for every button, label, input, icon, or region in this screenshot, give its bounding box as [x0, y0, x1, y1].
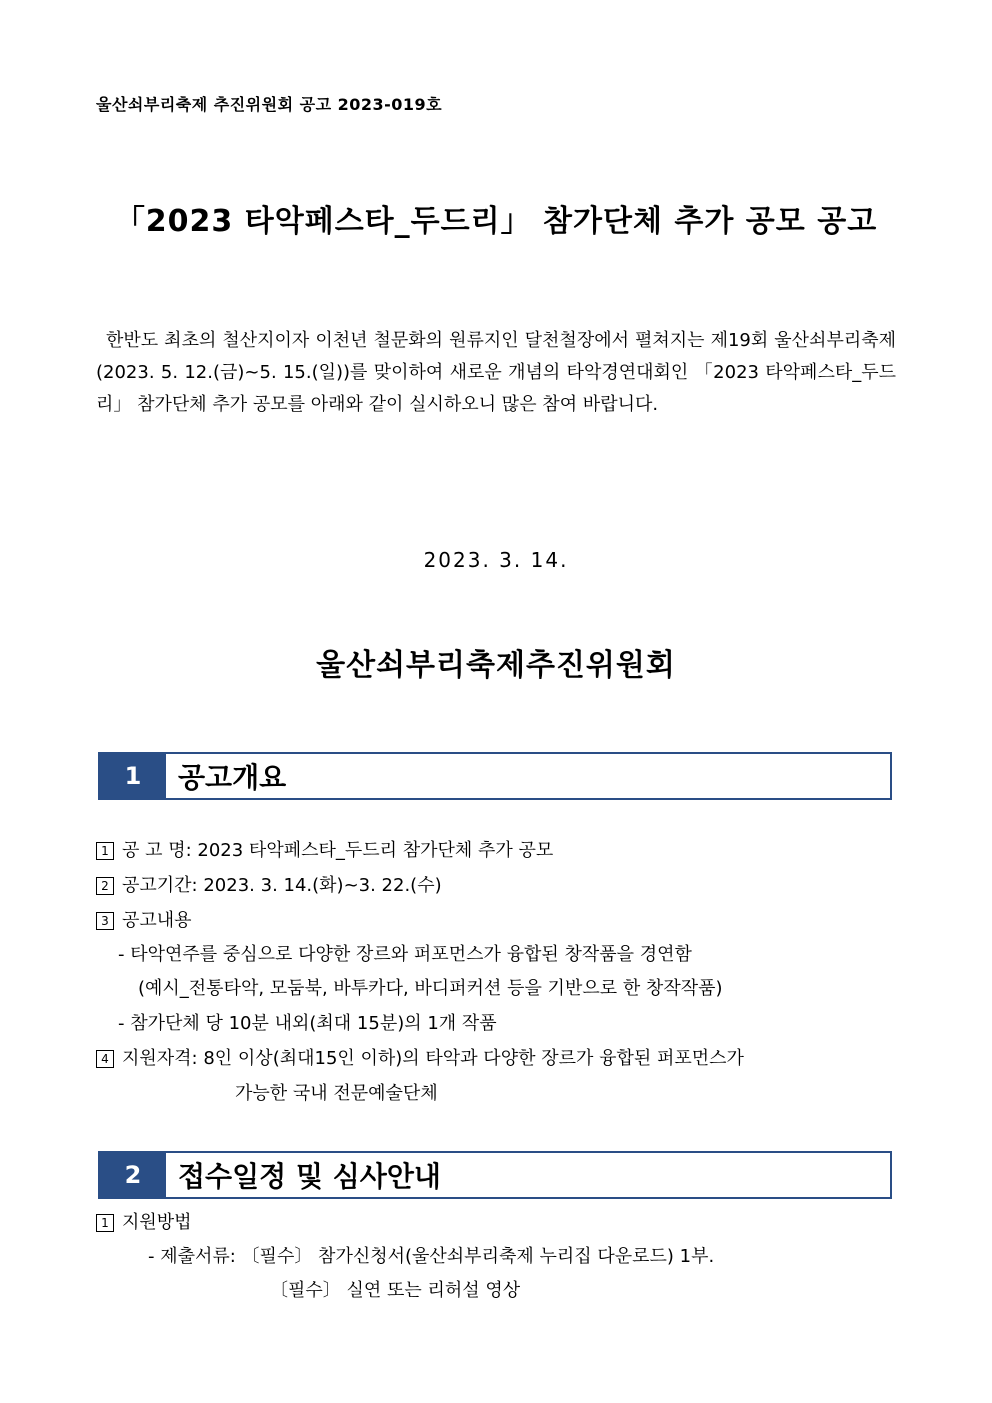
- item-mark: 1: [96, 1214, 114, 1232]
- item-qualification: [96, 1044, 744, 1070]
- item-value: 2023. 3. 14.(화)~3. 22.(수): [203, 875, 442, 896]
- section-2-header: [98, 1151, 892, 1199]
- organization-name: 울산쇠부리축제추진위원회: [316, 648, 676, 683]
- item-label: 지원자격:: [122, 1048, 198, 1069]
- content-line-3: - 참가단체 당 10분 내외(최대 15분)의 1개 작품: [118, 1013, 497, 1034]
- item-mark: 3: [96, 912, 114, 930]
- section-1-header: [98, 752, 892, 800]
- content-line-2: (예시_전통타악, 모둠북, 바투카다, 바디퍼커션 등을 기반으로 한 창작작품): [138, 978, 723, 999]
- documents-line-2: 〔필수〕 실연 또는 리허설 영상: [270, 1280, 521, 1301]
- item-notice-name: [96, 836, 553, 862]
- notice-reference: 울산쇠부리축제 추진위원회 공고 2023-019호: [96, 95, 443, 114]
- item-label: 지원방법: [122, 1212, 192, 1233]
- item-value: 2023 타악페스타_두드리 참가단체 추가 공모: [197, 840, 554, 861]
- item-mark: 4: [96, 1050, 114, 1068]
- intro-paragraph: 한반도 최초의 철산지이자 이천년 철문화의 원류지인 달천철장에서 펼쳐지는 제19회 울산쇠부리축제(2023. 5. 12.(금)~5. 15.(일))를 맞이하여 새로운 개념의 타악경연대회인 「2023 타악페스타_두드리」 참가단체 추가 공모를 아래와 같이 실시하오니 많은 참여 바랍니다.: [96, 330, 896, 415]
- item-label: 공고내용: [122, 910, 192, 931]
- content-line-1: - 타악연주를 중심으로 다양한 장르와 퍼포먼스가 융합된 창작품을 경연함: [118, 944, 692, 965]
- item-notice-period: [96, 871, 442, 897]
- documents-line-1: - 제출서류: 〔필수〕 참가신청서(울산쇠부리축제 누리집 다운로드) 1부.: [148, 1246, 715, 1267]
- item-notice-content: [96, 906, 192, 932]
- item-application-method: [96, 1208, 192, 1234]
- item-label: 공 고 명:: [122, 840, 192, 861]
- item-mark: 2: [96, 877, 114, 895]
- item-mark: 1: [96, 842, 114, 860]
- section-number: 1: [100, 754, 166, 798]
- qualification-continued: 가능한 국내 전문예술단체: [235, 1083, 438, 1104]
- section-number: 2: [100, 1153, 166, 1197]
- item-value: 8인 이상(최대15인 이하)의 타악과 다양한 장르가 융합된 퍼포먼스가: [203, 1048, 744, 1069]
- item-label: 공고기간:: [122, 875, 198, 896]
- section-title: 공고개요: [178, 761, 287, 794]
- document-title: 「2023 타악페스타_두드리」 참가단체 추가 공모 공고: [114, 204, 878, 239]
- section-title: 접수일정 및 심사안내: [178, 1160, 441, 1193]
- notice-date: 2023. 3. 14.: [423, 548, 569, 572]
